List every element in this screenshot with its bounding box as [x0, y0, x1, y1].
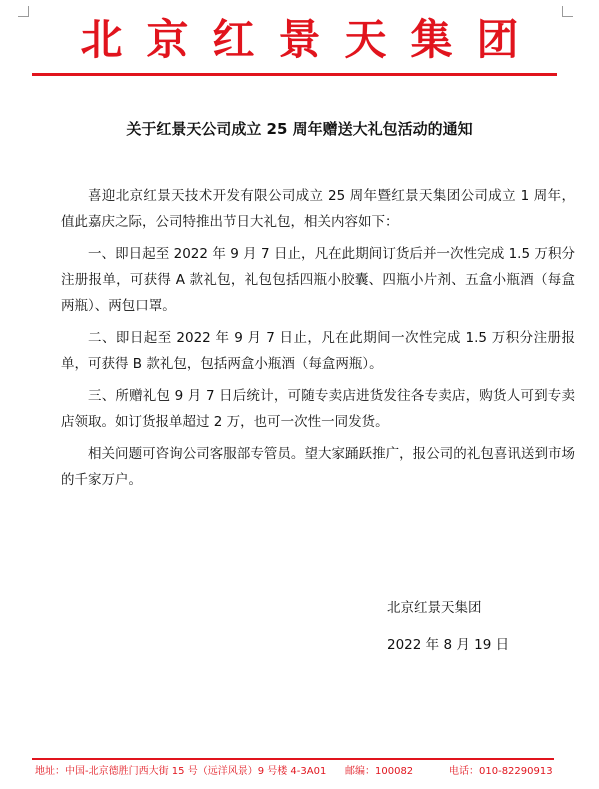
paragraph-intro: 喜迎北京红景天技术开发有限公司成立 25 周年暨红景天集团公司成立 1 周年，值此嘉庆之际，公司特推出节日大礼包，相关内容如下： — [61, 188, 575, 230]
paragraph-item-3: 三、所赠礼包 9 月 7 日后统计，可随专卖店进货发往各专卖店，购货人可到专卖店领取。如订货报单超过 2 万，也可一次性一同发货。 — [61, 388, 575, 430]
footer-phone: 电话：010-82290913 — [449, 766, 553, 777]
paragraph-item-2: 二、即日起至 2022 年 9 月 7 日止，凡在此期间一次性完成 1.5 万积分注册报单，可获得 B 款礼包，包括两盒小瓶酒（每盒两瓶）。 — [61, 330, 575, 372]
document-body — [61, 183, 575, 499]
footer-address: 地址：中国-北京德胜门西大街 15 号（远洋风景）9 号楼 4-3A01 — [35, 766, 327, 777]
letterhead-red-rule — [32, 73, 557, 76]
signature-date: 2022 年 8 月 19 日 — [387, 637, 510, 653]
footer-postcode: 邮编：100082 — [345, 766, 414, 777]
paragraph-item-1: 一、即日起至 2022 年 9 月 7 日止，凡在此期间订货后并一次性完成 1.5 万积分注册报单，可获得 A 款礼包，礼包包括四瓶小胶囊、四瓶小片剂、五盒小瓶酒（每盒两瓶）、两包口罩。 — [61, 246, 575, 314]
letterhead-company-name: 北京红景天集团 — [80, 15, 543, 64]
document-title: 关于红景天公司成立 25 周年赠送大礼包活动的通知 — [126, 120, 473, 138]
paragraph-closing: 相关问题可咨询公司客服部专管员。望大家踊跃推广，报公司的礼包喜讯送到市场的千家万户。 — [61, 446, 575, 488]
signature-organization: 北京红景天集团 — [387, 600, 482, 616]
footer-red-rule — [32, 758, 554, 760]
signature-block — [387, 597, 509, 671]
